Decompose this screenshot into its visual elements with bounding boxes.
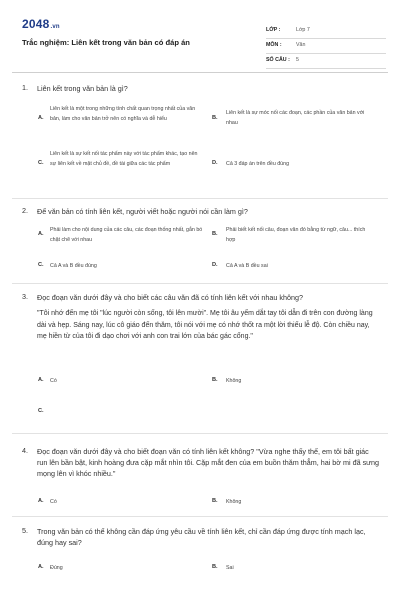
option-letter: B.: [212, 498, 218, 504]
option-text: Không: [226, 499, 242, 505]
option-letter: D.: [212, 262, 218, 268]
option-text: Cả A và B đều đúng: [50, 263, 97, 269]
option-letter: A.: [38, 231, 44, 237]
meta-label: MÔN :: [266, 42, 282, 48]
option-letter: A.: [38, 115, 44, 121]
option-letter: D.: [212, 160, 218, 166]
option-text: Phải làm cho nội dung của các câu, các đoạn thống nhất, gắn bó chặt chẽ với nhau: [50, 227, 203, 243]
option-letter: A.: [38, 564, 44, 570]
option-letter: B.: [212, 377, 218, 383]
option-letter: B.: [212, 115, 218, 121]
question-text: Đọc đoạn văn dưới đây và cho biết các câu văn đã có tính liên kết với nhau không?: [37, 293, 303, 302]
option-text: Cả 3 đáp án trên đều đúng: [226, 161, 290, 167]
option-letter: C.: [38, 262, 44, 268]
option-text: Phải biết kết nối câu, đoạn văn đó bằng từ ngữ, câu... thích hợp: [226, 227, 366, 243]
question-number: 3.: [22, 292, 28, 301]
question-divider: [12, 198, 388, 199]
meta-table: [266, 24, 386, 69]
question-number: 5.: [22, 526, 28, 535]
option-letter: B.: [212, 231, 218, 237]
question-divider: [12, 433, 388, 434]
option-letter: C.: [38, 408, 44, 414]
meta-value: Văn: [296, 42, 306, 48]
option-letter: A.: [38, 377, 44, 383]
meta-row-subject: [266, 39, 386, 54]
meta-row-class: [266, 24, 386, 39]
question-passage: "Tôi nhớ đến mẹ tôi "lúc người còn sống, tôi lên mười". Mẹ tôi âu yếm dắt tay tôi dẫn đi trên con đường làng dài và hẹp. Sáng nay, lúc cô giáo đến thăm, tôi nói với mẹ có nhớ thốt ra một lời thiếu lễ độ. Còn chiều nay, mẹ hiền từ của tôi đi dạo chơi với anh con trai lớn của bác gác cổng.": [37, 310, 373, 340]
logo-text: 2048: [22, 17, 50, 31]
header: [12, 10, 388, 68]
option-letter: A.: [38, 498, 44, 504]
meta-row-count: [266, 54, 386, 69]
question-text: Liên kết trong văn bản là gì?: [37, 84, 128, 93]
option-letter: B.: [212, 564, 218, 570]
logo-suffix: .vn: [50, 24, 60, 30]
option-text: Liên kết là sự kết nối tác phẩm này với tác phẩm khác, tạo nên sự liên kết về mặt chủ đề, đề tài giữa các tác phẩm: [50, 151, 198, 167]
meta-value: 5: [296, 57, 299, 63]
question-number: 2.: [22, 206, 28, 215]
question-text: Đọc đoạn văn dưới đây và cho biết đoạn văn có tính liên kết không? "Vừa nghe thấy thế, em tôi bất giác run lên bần bật, kinh hoàng đưa cặp mắt nhìn tôi. Cặp mắt đen của em buồn thăm thẳm, hai bờ mi đã sưng mọng lên vì khóc nhiều.": [37, 447, 379, 478]
option-text: Cả A và B đều sai: [226, 263, 268, 269]
option-letter: C.: [38, 160, 44, 166]
question-divider: [12, 283, 388, 284]
meta-label: SỐ CÂU :: [266, 57, 290, 63]
header-divider: [12, 72, 388, 73]
question-divider: [12, 516, 388, 517]
option-text: Có: [50, 378, 57, 384]
option-text: Liên kết là một trong những tính chất quan trọng nhất của văn bản, làm cho văn bản trở nên có nghĩa và dễ hiểu: [50, 106, 196, 122]
option-text: Không: [226, 378, 242, 384]
question-text: Trong văn bản có thể không cần đáp ứng yêu cầu về tính liên kết, chỉ cần đáp ứng được tính mạch lạc, đúng hay sai?: [37, 527, 366, 547]
meta-value: Lớp 7: [296, 27, 310, 33]
question-text: Để văn bản có tính liên kết, người viết hoặc người nói cần làm gì?: [37, 207, 248, 216]
page-title: Trắc nghiệm: Liên kết trong văn bản có đáp án: [22, 38, 190, 47]
option-text: Liên kết là sự móc nối các đoạn, các phần của văn bản với nhau: [226, 110, 365, 126]
option-text: Đúng: [50, 565, 63, 571]
question-number: 1.: [22, 83, 28, 92]
meta-label: LỚP :: [266, 27, 281, 33]
site-logo[interactable]: [22, 17, 60, 31]
option-text: Có: [50, 499, 57, 505]
option-text: Sai: [226, 565, 234, 571]
question-number: 4.: [22, 446, 28, 455]
